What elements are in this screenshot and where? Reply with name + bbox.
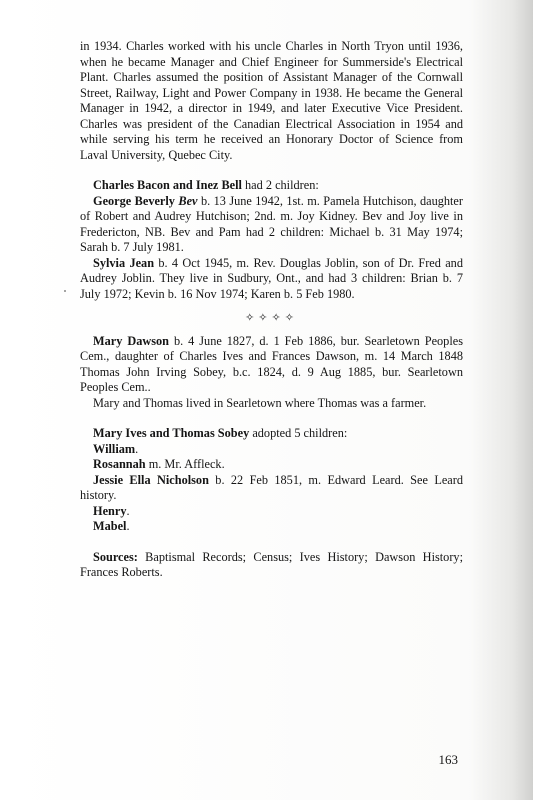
- child-name: Henry: [93, 503, 127, 518]
- family-heading-charles: [80, 178, 463, 194]
- text-column: [80, 39, 463, 581]
- child-name: Sylvia Jean: [93, 255, 155, 270]
- child-entry: [80, 473, 463, 504]
- person-name: Mary Dawson: [93, 333, 170, 348]
- child-entry: [80, 442, 463, 458]
- child-details: b. 4 Oct 1945, m. Rev. Douglas Joblin, son of Dr. Fred and Audrey Joblin. They live in Sudbury, Ont., and had 3 children: Brian b. 7 July 1972; Kevin b. 16 Nov 1974; Karen b. 5 Feb 1980.: [80, 255, 463, 301]
- sources-list: Baptismal Records; Census; Ives History; Dawson History; Frances Roberts.: [80, 549, 463, 579]
- child-entry-george: [80, 194, 463, 256]
- child-details: .: [126, 503, 130, 518]
- child-nickname: Bev: [178, 193, 198, 208]
- family-heading-sobey: [80, 426, 463, 442]
- child-details: .: [126, 519, 130, 533]
- heading-text: adopted 5 children:: [249, 426, 348, 440]
- child-details: b. 22 Feb 1851, m. Edward Leard. See Leard history.: [80, 472, 463, 502]
- child-name: Jessie Ella Nicholson: [93, 472, 209, 487]
- child-entry: [80, 519, 463, 535]
- heading-text: had 2 children:: [241, 178, 319, 192]
- entry-mary-dawson: [80, 334, 463, 396]
- parents-names: Mary Ives and Thomas Sobey: [93, 426, 250, 440]
- sources-label: Sources:: [93, 549, 138, 564]
- sources-note: [80, 550, 463, 581]
- child-name: Mabel: [93, 519, 127, 533]
- parents-names: Charles Bacon and Inez Bell: [93, 178, 242, 192]
- page-number: 163: [438, 752, 458, 767]
- child-name: William: [93, 441, 136, 456]
- residence-note: Mary and Thomas lived in Searletown where Thomas was a farmer.: [93, 395, 427, 410]
- child-entry-sylvia: [80, 256, 463, 303]
- child-details: b. 13 June 1942, 1st. m. Pamela Hutchison, daughter of Robert and Audrey Hutchison; 2nd. m. Joy Kidney. Bev and Joy live in Fredericton, NB. Bev and Pam had 2 children: Michael b. 31 May 1974; Sarah b. 7 July 1981.: [80, 193, 463, 254]
- biography-paragraph: in 1934. Charles worked with his uncle Charles in North Tryon until 1936, when he became Manager and Chief Engineer for Summerside's Electrical Plant. Charles assumed the position of Assistant Manager of the Cornwall Street, Railway, Light and Power Company in 1938. He became the General Manager in 1942, a director in 1949, and later Executive Vice President. Charles was president of the Canadian Electrical Association in 1954 and while serving his term he received an Honorary Doctor of Science from Laval University, Quebec City.: [80, 39, 463, 162]
- child-name: George Beverly: [93, 193, 179, 208]
- child-details: .: [135, 441, 139, 456]
- child-name: Rosannah: [93, 457, 146, 471]
- child-entry: [80, 457, 463, 473]
- scan-speck: [64, 290, 66, 292]
- child-entry: [80, 504, 463, 520]
- section-separator: ✧✧✧✧: [245, 311, 298, 324]
- person-details: b. 4 June 1827, d. 1 Feb 1886, bur. Searletown Peoples Cem., daughter of Charles Ives and Frances Dawson, m. 14 March 1848 Thomas John Irving Sobey, b.c. 1824, d. 9 Aug 1885, bur. Searletown Peoples Cem..: [80, 333, 463, 394]
- child-details: m. Mr. Affleck.: [145, 457, 225, 471]
